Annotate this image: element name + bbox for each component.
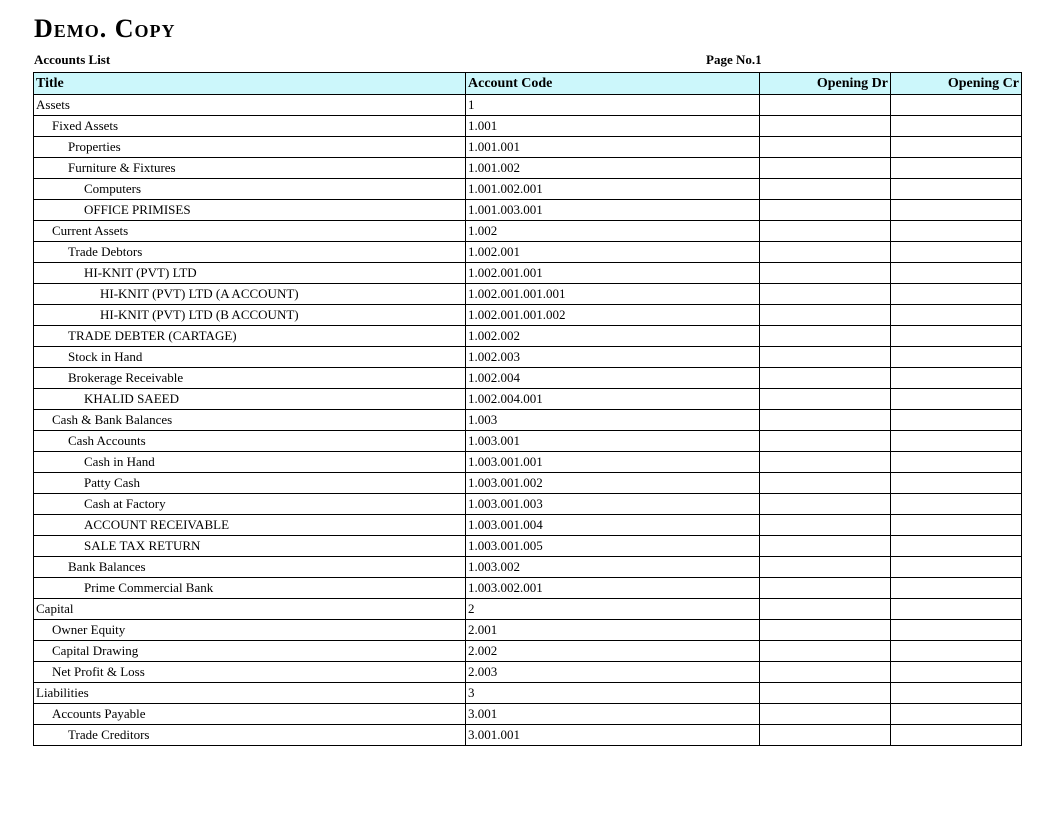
opening-cr-cell — [891, 95, 1022, 116]
opening-dr-cell — [760, 725, 891, 746]
opening-cr-cell — [891, 704, 1022, 725]
opening-cr-cell — [891, 599, 1022, 620]
account-code-cell: 1.002.004 — [466, 368, 760, 389]
account-code-cell: 1.003 — [466, 410, 760, 431]
table-row — [34, 368, 1022, 389]
opening-dr-cell — [760, 326, 891, 347]
opening-dr-cell — [760, 221, 891, 242]
account-title-cell: Net Profit & Loss — [34, 662, 466, 683]
opening-dr-cell — [760, 242, 891, 263]
account-title-cell: SALE TAX RETURN — [34, 536, 466, 557]
opening-cr-cell — [891, 515, 1022, 536]
account-code-cell: 1.001.002.001 — [466, 179, 760, 200]
account-code-cell: 1.001.002 — [466, 158, 760, 179]
account-code-cell: 3 — [466, 683, 760, 704]
opening-cr-cell — [891, 263, 1022, 284]
opening-dr-cell — [760, 158, 891, 179]
opening-dr-cell — [760, 284, 891, 305]
account-title-cell: Trade Creditors — [34, 725, 466, 746]
table-row — [34, 179, 1022, 200]
account-title-cell: HI-KNIT (PVT) LTD (B ACCOUNT) — [34, 305, 466, 326]
account-code-cell: 1.003.001.002 — [466, 473, 760, 494]
table-row — [34, 473, 1022, 494]
table-header-row — [34, 73, 1022, 95]
account-code-cell: 1.003.002.001 — [466, 578, 760, 599]
opening-cr-cell — [891, 452, 1022, 473]
account-code-cell: 1.003.002 — [466, 557, 760, 578]
table-row — [34, 410, 1022, 431]
account-title-cell: TRADE DEBTER (CARTAGE) — [34, 326, 466, 347]
opening-dr-cell — [760, 368, 891, 389]
opening-dr-cell — [760, 95, 891, 116]
opening-dr-cell — [760, 389, 891, 410]
opening-cr-cell — [891, 221, 1022, 242]
account-code-cell: 1.002 — [466, 221, 760, 242]
opening-cr-cell — [891, 284, 1022, 305]
account-title-cell: Liabilities — [34, 683, 466, 704]
account-code-cell: 3.001.001 — [466, 725, 760, 746]
opening-dr-cell — [760, 515, 891, 536]
account-code-cell: 2 — [466, 599, 760, 620]
column-header-account-code: Account Code — [466, 73, 760, 95]
table-row — [34, 515, 1022, 536]
account-title-cell: Properties — [34, 137, 466, 158]
account-code-cell: 1.003.001.001 — [466, 452, 760, 473]
opening-cr-cell — [891, 641, 1022, 662]
table-row — [34, 536, 1022, 557]
table-row — [34, 116, 1022, 137]
table-row — [34, 200, 1022, 221]
account-title-cell: Owner Equity — [34, 620, 466, 641]
opening-cr-cell — [891, 557, 1022, 578]
opening-dr-cell — [760, 641, 891, 662]
column-header-opening-dr: Opening Dr — [760, 73, 891, 95]
opening-dr-cell — [760, 431, 891, 452]
opening-cr-cell — [891, 368, 1022, 389]
account-code-cell: 1.002.002 — [466, 326, 760, 347]
account-title-cell: KHALID SAEED — [34, 389, 466, 410]
account-code-cell: 1.001 — [466, 116, 760, 137]
table-row — [34, 683, 1022, 704]
opening-dr-cell — [760, 410, 891, 431]
opening-dr-cell — [760, 305, 891, 326]
opening-dr-cell — [760, 683, 891, 704]
column-header-title: Title — [34, 73, 466, 95]
account-title-cell: Cash at Factory — [34, 494, 466, 515]
account-code-cell: 2.003 — [466, 662, 760, 683]
account-title-cell: Cash & Bank Balances — [34, 410, 466, 431]
table-row — [34, 137, 1022, 158]
opening-cr-cell — [891, 431, 1022, 452]
opening-cr-cell — [891, 116, 1022, 137]
opening-dr-cell — [760, 116, 891, 137]
opening-dr-cell — [760, 494, 891, 515]
table-row — [34, 347, 1022, 368]
table-row — [34, 305, 1022, 326]
table-row — [34, 494, 1022, 515]
account-title-cell: Assets — [34, 95, 466, 116]
table-row — [34, 221, 1022, 242]
account-code-cell: 1.003.001.003 — [466, 494, 760, 515]
account-code-cell: 1 — [466, 95, 760, 116]
account-title-cell: Computers — [34, 179, 466, 200]
account-title-cell: Brokerage Receivable — [34, 368, 466, 389]
table-row — [34, 557, 1022, 578]
account-title-cell: Trade Debtors — [34, 242, 466, 263]
account-code-cell: 1.003.001.005 — [466, 536, 760, 557]
opening-cr-cell — [891, 242, 1022, 263]
account-title-cell: OFFICE PRIMISES — [34, 200, 466, 221]
account-code-cell: 2.002 — [466, 641, 760, 662]
account-title-cell: Furniture & Fixtures — [34, 158, 466, 179]
account-title-cell: ACCOUNT RECEIVABLE — [34, 515, 466, 536]
table-row — [34, 158, 1022, 179]
account-title-cell: Cash in Hand — [34, 452, 466, 473]
opening-cr-cell — [891, 662, 1022, 683]
opening-dr-cell — [760, 536, 891, 557]
opening-dr-cell — [760, 620, 891, 641]
account-title-cell: Prime Commercial Bank — [34, 578, 466, 599]
accounts-table — [33, 72, 1022, 746]
opening-dr-cell — [760, 452, 891, 473]
account-code-cell: 1.002.004.001 — [466, 389, 760, 410]
table-row — [34, 389, 1022, 410]
opening-cr-cell — [891, 326, 1022, 347]
table-row — [34, 452, 1022, 473]
table-row — [34, 95, 1022, 116]
opening-cr-cell — [891, 305, 1022, 326]
account-code-cell: 1.002.003 — [466, 347, 760, 368]
account-title-cell: Capital Drawing — [34, 641, 466, 662]
account-title-cell: Fixed Assets — [34, 116, 466, 137]
opening-cr-cell — [891, 494, 1022, 515]
opening-cr-cell — [891, 410, 1022, 431]
opening-cr-cell — [891, 158, 1022, 179]
opening-cr-cell — [891, 179, 1022, 200]
account-title-cell: HI-KNIT (PVT) LTD (A ACCOUNT) — [34, 284, 466, 305]
table-row — [34, 326, 1022, 347]
account-code-cell: 1.003.001.004 — [466, 515, 760, 536]
opening-cr-cell — [891, 200, 1022, 221]
opening-dr-cell — [760, 137, 891, 158]
opening-dr-cell — [760, 473, 891, 494]
opening-cr-cell — [891, 620, 1022, 641]
account-code-cell: 1.002.001.001.001 — [466, 284, 760, 305]
opening-dr-cell — [760, 599, 891, 620]
opening-dr-cell — [760, 704, 891, 725]
table-row — [34, 263, 1022, 284]
account-code-cell: 1.002.001.001.002 — [466, 305, 760, 326]
account-code-cell: 1.002.001.001 — [466, 263, 760, 284]
opening-cr-cell — [891, 389, 1022, 410]
page-number: Page No.1 — [706, 52, 762, 67]
opening-cr-cell — [891, 536, 1022, 557]
column-header-opening-cr: Opening Cr — [891, 73, 1022, 95]
account-code-cell: 1.001.001 — [466, 137, 760, 158]
opening-dr-cell — [760, 200, 891, 221]
account-title-cell: Current Assets — [34, 221, 466, 242]
table-row — [34, 578, 1022, 599]
opening-cr-cell — [891, 473, 1022, 494]
opening-dr-cell — [760, 179, 891, 200]
account-title-cell: HI-KNIT (PVT) LTD — [34, 263, 466, 284]
table-row — [34, 242, 1022, 263]
opening-cr-cell — [891, 683, 1022, 704]
table-row — [34, 662, 1022, 683]
account-title-cell: Capital — [34, 599, 466, 620]
account-title-cell: Stock in Hand — [34, 347, 466, 368]
account-code-cell: 1.001.003.001 — [466, 200, 760, 221]
table-row — [34, 284, 1022, 305]
table-row — [34, 704, 1022, 725]
opening-cr-cell — [891, 137, 1022, 158]
opening-dr-cell — [760, 662, 891, 683]
table-row — [34, 725, 1022, 746]
account-code-cell: 2.001 — [466, 620, 760, 641]
company-name: Demo. Copy — [34, 14, 176, 43]
opening-cr-cell — [891, 578, 1022, 599]
account-title-cell: Cash Accounts — [34, 431, 466, 452]
opening-dr-cell — [760, 347, 891, 368]
account-title-cell: Patty Cash — [34, 473, 466, 494]
opening-dr-cell — [760, 557, 891, 578]
table-row — [34, 431, 1022, 452]
opening-cr-cell — [891, 347, 1022, 368]
table-row — [34, 620, 1022, 641]
opening-dr-cell — [760, 263, 891, 284]
accounts-table-body — [34, 95, 1022, 746]
opening-cr-cell — [891, 725, 1022, 746]
table-row — [34, 599, 1022, 620]
account-code-cell: 1.003.001 — [466, 431, 760, 452]
account-title-cell: Accounts Payable — [34, 704, 466, 725]
opening-dr-cell — [760, 578, 891, 599]
report-title: Accounts List — [34, 52, 111, 67]
account-code-cell: 3.001 — [466, 704, 760, 725]
account-code-cell: 1.002.001 — [466, 242, 760, 263]
table-row — [34, 641, 1022, 662]
account-title-cell: Bank Balances — [34, 557, 466, 578]
